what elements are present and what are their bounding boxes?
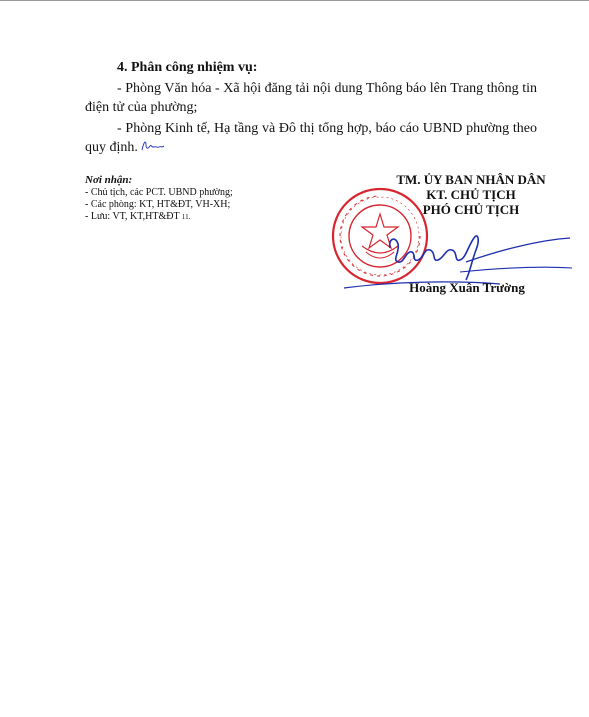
- recipient-item: [85, 211, 233, 223]
- copy-count: 11.: [181, 213, 191, 221]
- recipient-item: - Các phòng: KT, HT&ĐT, VH-XH;: [85, 199, 231, 210]
- recipient-item: - Chủ tịch, các PCT. UBND phường;: [85, 187, 233, 198]
- task-paragraph-culture: [85, 79, 537, 117]
- recipients-title: Nơi nhận:: [85, 174, 133, 186]
- recipient-item-text: - Lưu: VT, KT,HT&ĐT: [85, 211, 180, 222]
- signer-name: Hoàng Xuân Trường: [409, 280, 525, 295]
- initial-mark-icon: [140, 139, 166, 159]
- recipients-block: [85, 173, 233, 223]
- signature-title: PHÓ CHỦ TỊCH: [422, 202, 520, 217]
- signature-block: [330, 170, 584, 300]
- paragraph-text: - Phòng Kinh tế, Hạ tầng và Đô thị tổng hợp, báo cáo UBND phường theo quy định.: [85, 121, 537, 155]
- signature-organization: TM. ỦY BAN NHÂN DÂN: [396, 172, 546, 187]
- task-paragraph-economy: [85, 119, 537, 159]
- paragraph-text: - Phòng Văn hóa - Xã hội đăng tải nội dung Thông báo lên Trang thông tin điện tử của phường;: [85, 81, 537, 115]
- signature-role: KT. CHỦ TỊCH: [426, 187, 516, 202]
- section-heading: 4. Phân công nhiệm vụ:: [117, 60, 258, 75]
- page-top-border: [0, 0, 589, 1]
